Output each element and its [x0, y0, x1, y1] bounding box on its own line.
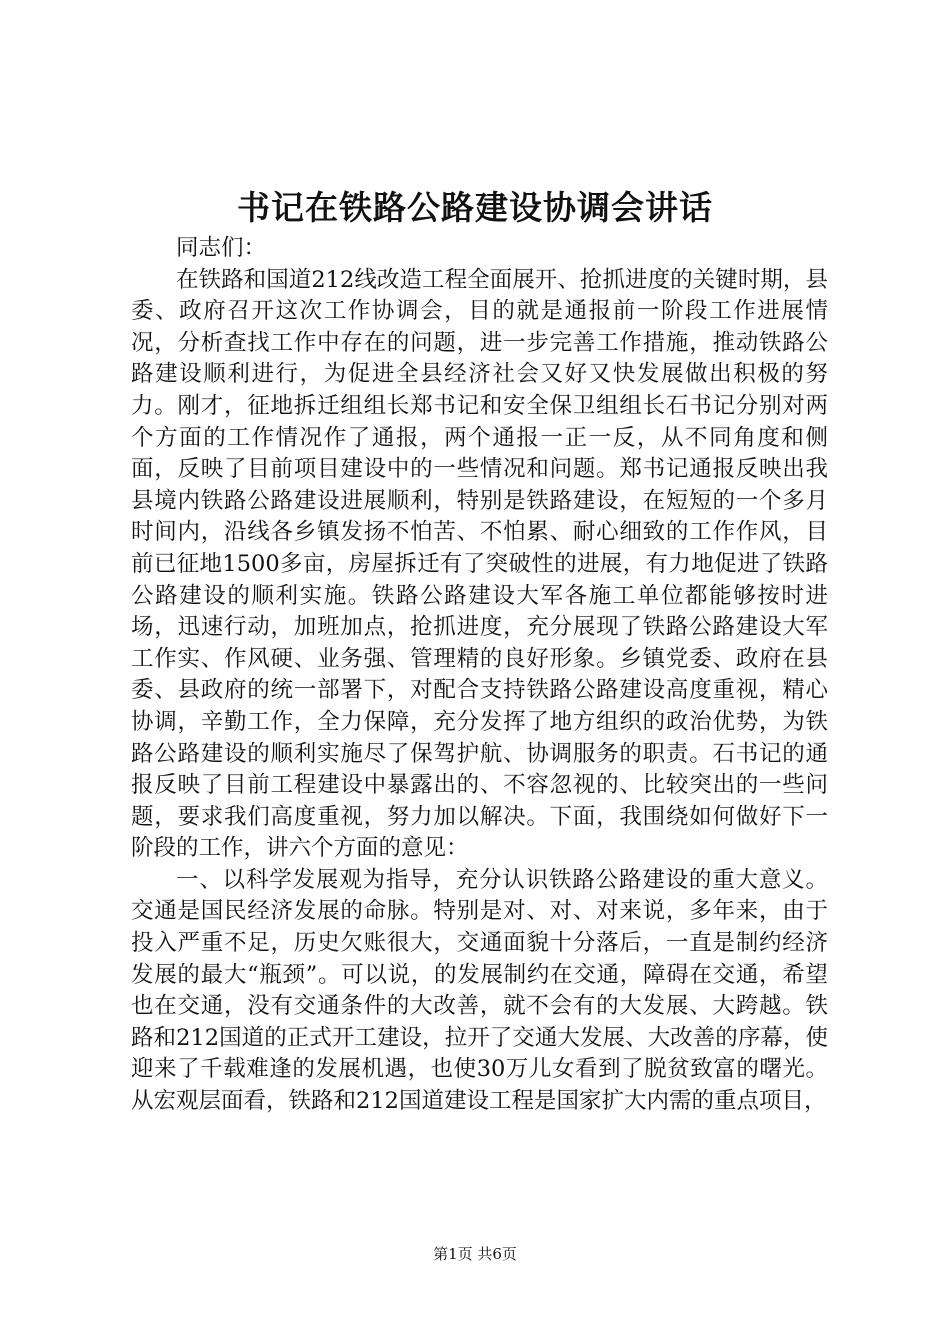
salutation: 同志们： — [176, 235, 267, 261]
page-footer: 第1页 共6页 — [433, 1245, 517, 1263]
document-title: 书记在铁路公路建设协调会讲话 — [237, 188, 713, 227]
paragraph-2: 一、以科学发展观为指导，充分认识铁路公路建设的重大意义。交通是国民经济发展的命脉。特别是对、对、对来说，多年来，由于投入严重不足，历史欠账很大，交通面貌十分落后，一直是制约经济发展的最大“瓶颈”。可以说，的发展制约在交通，障碍在交通，希望也在交通，没有交通条件的大改善，就不会有的大发展、大跨越。铁路和212国道的正式开工建设，拉开了交通大发展、大改善的序幕，使迎来了千载难逢的发展机遇，也使30万儿女看到了脱贫致富的曙光。从宏观层面看，铁路和212国道建设工程是国家扩大内需的重点项目， — [131, 866, 828, 1115]
document-body — [131, 233, 828, 1118]
paragraph-1: 在铁路和国道212线改造工程全面展开、抢抓进度的关键时期，县委、政府召开这次工作协调会，目的就是通报前一阶段工作进展情况，分析查找工作中存在的问题，进一步完善工作措施，推动铁路公路建设顺利进行，为促进全县经济社会又好又快发展做出积极的努力。刚才，征地拆迁组组长郑书记和安全保卫组组长石书记分别对两个方面的工作情况作了通报，两个通报一正一反，从不同角度和侧面，反映了目前项目建设中的一些情况和问题。郑书记通报反映出我县境内铁路公路建设进展顺利，特别是铁路建设，在短短的一个多月时间内，沿线各乡镇发扬不怕苦、不怕累、耐心细致的工作作风，目前已征地1500多亩，房屋拆迁有了突破性的进展，有力地促进了铁路公路建设的顺利实施。铁路公路建设大军各施工单位都能够按时进场，迅速行动，加班加点，抢抓进度，充分展现了铁路公路建设大军工作实、作风硬、业务强、管理精的良好形象。乡镇党委、政府在县委、县政府的统一部署下，对配合支持铁路公路建设高度重视，精心协调，辛勤工作，全力保障，充分发挥了地方组织的政治优势，为铁路公路建设的顺利实施尽了保驾护航、协调服务的职责。石书记的通报反映了目前工程建设中暴露出的、不容忽视的、比较突出的一些问题，要求我们高度重视，努力加以解决。下面，我围绕如何做好下一阶段的工作，讲六个方面的意见： — [131, 266, 828, 862]
